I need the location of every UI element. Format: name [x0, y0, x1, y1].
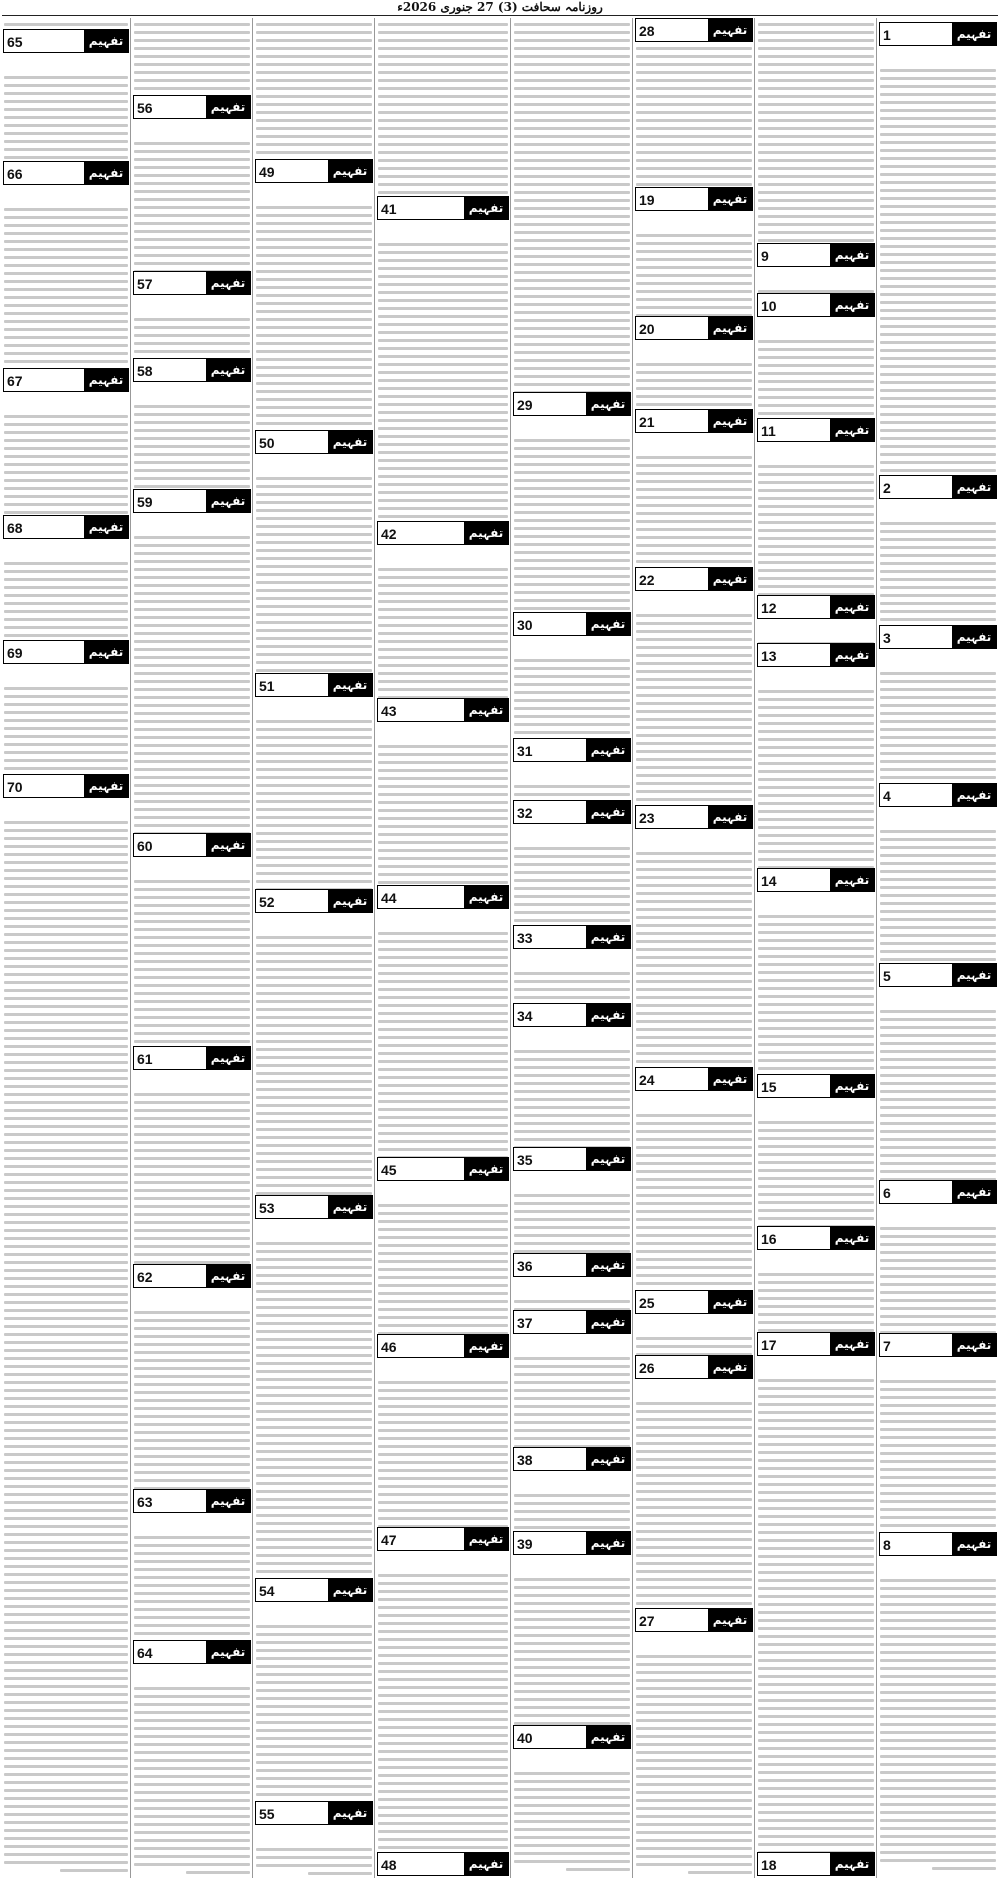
item-number-bar: [635, 187, 753, 211]
item-number-bar: [879, 963, 997, 987]
article-text: [256, 1237, 372, 1594]
item-number: 23: [639, 810, 655, 826]
item-number-bar: [757, 1852, 875, 1876]
article-text: [378, 18, 508, 212]
item-number: 52: [259, 894, 275, 910]
item-label: تفہیم: [708, 1356, 752, 1378]
item-number: 26: [639, 1360, 655, 1376]
item-number-bar: [133, 271, 251, 295]
item-label: تفہیم: [84, 641, 128, 663]
article-text: [636, 1650, 752, 1876]
article-text: [378, 927, 508, 1173]
article-text: [758, 910, 874, 1090]
item-number-bar: [3, 774, 129, 798]
item-number-bar: [513, 738, 631, 762]
item-number: 69: [7, 645, 23, 661]
item-label: تفہیم: [952, 23, 996, 45]
item-number-bar: [513, 1447, 631, 1471]
item-number-bar: [757, 1226, 875, 1250]
item-number: 18: [761, 1857, 777, 1873]
item-label: تفہیم: [952, 626, 996, 648]
item-number-bar: [377, 885, 509, 909]
column-divider: [130, 18, 131, 1878]
item-label: تفہیم: [464, 197, 508, 219]
item-label: تفہیم: [830, 1853, 874, 1875]
item-number-bar: [757, 595, 875, 619]
column-divider: [876, 18, 877, 1878]
article-text: [4, 410, 128, 531]
item-number: 6: [883, 1185, 891, 1201]
item-label: تفہیم: [708, 188, 752, 210]
item-number-bar: [3, 161, 129, 185]
item-label: تفہیم: [586, 1532, 630, 1554]
item-label: تفہیم: [206, 1641, 250, 1663]
item-number: 70: [7, 779, 23, 795]
item-number: 50: [259, 435, 275, 451]
item-label: تفہیم: [328, 1196, 372, 1218]
article-text: [134, 137, 250, 287]
newspaper-header: روزنامہ سحافت (3) 27 جنوری 2026ء: [397, 0, 603, 14]
item-number-bar: [377, 521, 509, 545]
article-text: [134, 531, 250, 849]
article-text: [378, 740, 508, 901]
item-label: تفہیم: [708, 1291, 752, 1313]
item-number-bar: [635, 567, 753, 591]
article-text: [636, 18, 752, 203]
item-number: 10: [761, 298, 777, 314]
item-label: تفہیم: [206, 490, 250, 512]
item-number: 43: [381, 703, 397, 719]
article-text: [4, 816, 128, 1876]
article-text: [134, 1531, 250, 1656]
article-text: [636, 1109, 752, 1306]
item-number-bar: [377, 1527, 509, 1551]
news-column: [756, 18, 876, 1878]
item-label: تفہیم: [952, 1334, 996, 1356]
item-label: تفہیم: [952, 1181, 996, 1203]
item-label: تفہیم: [586, 1726, 630, 1748]
item-number: 67: [7, 373, 23, 389]
item-number: 38: [517, 1452, 533, 1468]
item-number-bar: [255, 1801, 373, 1825]
article-text: [256, 472, 372, 689]
item-number-bar: [635, 18, 753, 42]
item-label: تفہیم: [586, 613, 630, 635]
item-label: تفہیم: [708, 19, 752, 41]
item-label: تفہیم: [464, 522, 508, 544]
item-label: تفہیم: [586, 801, 630, 823]
item-number: 19: [639, 192, 655, 208]
item-label: تفہیم: [84, 775, 128, 797]
item-label: تفہیم: [206, 272, 250, 294]
item-number: 59: [137, 494, 153, 510]
article-text: [636, 847, 752, 1083]
item-number-bar: [879, 625, 997, 649]
item-number-bar: [757, 1332, 875, 1356]
item-number-bar: [757, 868, 875, 892]
item-number-bar: [133, 489, 251, 513]
item-label: تفہیم: [84, 162, 128, 184]
item-number: 45: [381, 1162, 397, 1178]
item-number: 62: [137, 1269, 153, 1285]
article-text: [880, 667, 996, 799]
item-number: 4: [883, 788, 891, 804]
item-number: 37: [517, 1315, 533, 1331]
article-text: [880, 517, 996, 641]
item-label: تفہیم: [952, 964, 996, 986]
item-number-bar: [757, 243, 875, 267]
item-number: 44: [381, 890, 397, 906]
item-label: تفہیم: [586, 393, 630, 415]
item-number-bar: [3, 515, 129, 539]
item-number: 36: [517, 1258, 533, 1274]
item-number-bar: [3, 29, 129, 53]
item-label: تفہیم: [586, 1448, 630, 1470]
item-label: تفہیم: [708, 1068, 752, 1090]
item-label: تفہیم: [830, 1333, 874, 1355]
item-label: تفہیم: [830, 419, 874, 441]
item-number: 54: [259, 1583, 275, 1599]
news-column: [376, 18, 510, 1878]
item-label: تفہیم: [206, 359, 250, 381]
item-number: 64: [137, 1645, 153, 1661]
item-label: تفہیم: [586, 1148, 630, 1170]
column-divider: [374, 18, 375, 1878]
item-label: تفہیم: [464, 1335, 508, 1357]
item-number: 55: [259, 1806, 275, 1822]
item-label: تفہیم: [328, 674, 372, 696]
item-number-bar: [635, 1290, 753, 1314]
news-column: [512, 18, 632, 1878]
header-rule: [2, 15, 998, 16]
item-number-bar: [3, 640, 129, 664]
item-label: تفہیم: [586, 926, 630, 948]
item-label: تفہیم: [708, 410, 752, 432]
item-number-bar: [133, 833, 251, 857]
article-text: [514, 1045, 630, 1163]
item-number: 27: [639, 1613, 655, 1629]
article-text: [758, 18, 874, 259]
article-text: [256, 931, 372, 1211]
article-text: [134, 1088, 250, 1280]
item-label: تفہیم: [206, 1047, 250, 1069]
item-label: تفہیم: [464, 1853, 508, 1875]
item-number-bar: [635, 316, 753, 340]
item-number-bar: [255, 430, 373, 454]
item-label: تفہیم: [586, 739, 630, 761]
item-label: تفہیم: [84, 516, 128, 538]
item-label: تفہیم: [952, 784, 996, 806]
item-number-bar: [513, 1253, 631, 1277]
item-number-bar: [879, 22, 997, 46]
item-number-bar: [255, 159, 373, 183]
item-number: 13: [761, 648, 777, 664]
item-number: 7: [883, 1338, 891, 1354]
item-number: 31: [517, 743, 533, 759]
item-number: 14: [761, 873, 777, 889]
item-number: 11: [761, 423, 776, 439]
item-number: 20: [639, 321, 655, 337]
news-column: [634, 18, 754, 1878]
item-label: تفہیم: [586, 1004, 630, 1026]
article-text: [134, 875, 250, 1062]
article-text: [378, 238, 508, 537]
item-label: تفہیم: [586, 1311, 630, 1333]
item-number: 47: [381, 1532, 397, 1548]
item-number: 57: [137, 276, 153, 292]
news-column: [2, 18, 130, 1878]
item-number-bar: [635, 409, 753, 433]
article-text: [4, 203, 128, 384]
news-column: [132, 18, 252, 1878]
article-text: [256, 201, 372, 446]
article-text: [378, 1569, 508, 1868]
item-number: 17: [761, 1337, 777, 1353]
item-number: 33: [517, 930, 533, 946]
item-number: 42: [381, 526, 397, 542]
article-text: [758, 1116, 874, 1242]
item-label: تفہیم: [328, 1802, 372, 1824]
article-text: [378, 1199, 508, 1350]
column-divider: [252, 18, 253, 1878]
item-number: 5: [883, 968, 891, 984]
item-number-bar: [255, 1195, 373, 1219]
item-number: 39: [517, 1536, 533, 1552]
article-text: [880, 825, 996, 979]
article-text: [758, 685, 874, 884]
item-number: 8: [883, 1537, 891, 1553]
item-label: تفہیم: [206, 96, 250, 118]
item-number-bar: [635, 1608, 753, 1632]
item-label: تفہیم: [206, 1490, 250, 1512]
item-number-bar: [635, 805, 753, 829]
item-number-bar: [757, 643, 875, 667]
item-number: 63: [137, 1494, 153, 1510]
item-number-bar: [513, 612, 631, 636]
item-number-bar: [255, 889, 373, 913]
item-label: تفہیم: [464, 1158, 508, 1180]
item-number-bar: [3, 368, 129, 392]
item-number: 34: [517, 1008, 533, 1024]
article-text: [256, 715, 372, 905]
item-label: تفہیم: [830, 1075, 874, 1097]
item-number-bar: [133, 95, 251, 119]
item-label: تفہیم: [952, 476, 996, 498]
item-number: 12: [761, 600, 777, 616]
item-number-bar: [757, 418, 875, 442]
item-label: تفہیم: [708, 317, 752, 339]
news-column: [254, 18, 374, 1878]
item-number: 3: [883, 630, 891, 646]
item-number-bar: [757, 1074, 875, 1098]
item-number-bar: [133, 1264, 251, 1288]
column-divider: [632, 18, 633, 1878]
item-label: تفہیم: [708, 568, 752, 590]
article-text: [134, 1306, 250, 1505]
item-number-bar: [879, 1333, 997, 1357]
item-label: تفہیم: [830, 294, 874, 316]
item-number: 58: [137, 363, 153, 379]
item-label: تفہیم: [328, 431, 372, 453]
item-label: تفہیم: [206, 1265, 250, 1287]
item-label: تفہیم: [952, 1533, 996, 1555]
item-number: 30: [517, 617, 533, 633]
item-number-bar: [635, 1067, 753, 1091]
item-number: 25: [639, 1295, 655, 1311]
item-number: 60: [137, 838, 153, 854]
item-number-bar: [377, 1334, 509, 1358]
item-number-bar: [879, 1180, 997, 1204]
item-number-bar: [879, 1532, 997, 1556]
item-label: تفہیم: [830, 869, 874, 891]
item-number: 49: [259, 164, 275, 180]
item-label: تفہیم: [830, 596, 874, 618]
article-text: [514, 434, 630, 628]
item-number-bar: [377, 1852, 509, 1876]
item-number: 22: [639, 572, 655, 588]
item-number: 32: [517, 805, 533, 821]
item-label: تفہیم: [84, 369, 128, 391]
item-number-bar: [133, 358, 251, 382]
item-label: تفہیم: [464, 1528, 508, 1550]
item-number-bar: [635, 1355, 753, 1379]
item-number: 51: [259, 678, 275, 694]
article-text: [880, 1222, 996, 1349]
article-text: [636, 451, 752, 583]
item-number: 48: [381, 1857, 397, 1873]
item-number-bar: [513, 392, 631, 416]
item-number-bar: [879, 783, 997, 807]
article-text: [880, 1005, 996, 1196]
item-number-bar: [513, 1725, 631, 1749]
item-number-bar: [879, 475, 997, 499]
item-number-bar: [133, 1046, 251, 1070]
item-label: تفہیم: [206, 834, 250, 856]
item-number-bar: [513, 1531, 631, 1555]
item-label: تفہیم: [464, 699, 508, 721]
item-number: 61: [137, 1051, 153, 1067]
item-number: 53: [259, 1200, 275, 1216]
item-number: 21: [639, 414, 655, 430]
item-number-bar: [513, 800, 631, 824]
item-number: 66: [7, 166, 23, 182]
item-label: تفہیم: [830, 244, 874, 266]
item-number: 2: [883, 480, 891, 496]
item-number-bar: [513, 925, 631, 949]
item-number: 1: [883, 27, 891, 43]
item-label: تفہیم: [708, 806, 752, 828]
item-number: 15: [761, 1079, 777, 1095]
news-column: [878, 18, 998, 1878]
article-text: [880, 1574, 996, 1876]
item-number: 41: [381, 201, 397, 217]
item-number-bar: [757, 293, 875, 317]
item-number-bar: [377, 196, 509, 220]
item-label: تفہیم: [464, 886, 508, 908]
article-text: [378, 563, 508, 714]
article-text: [880, 64, 996, 491]
item-number: 29: [517, 397, 533, 413]
article-text: [378, 1376, 508, 1543]
item-number: 35: [517, 1152, 533, 1168]
item-label: تفہیم: [328, 1579, 372, 1601]
item-label: تفہیم: [830, 644, 874, 666]
item-label: تفہیم: [830, 1227, 874, 1249]
article-text: [256, 1843, 372, 1876]
item-number-bar: [133, 1640, 251, 1664]
article-text: [514, 1767, 630, 1876]
article-text: [134, 1682, 250, 1876]
article-text: [256, 18, 372, 175]
item-number: 16: [761, 1231, 777, 1247]
item-number: 9: [761, 248, 769, 264]
article-text: [514, 1573, 630, 1741]
item-number-bar: [513, 1310, 631, 1334]
item-number-bar: [133, 1489, 251, 1513]
item-number-bar: [513, 1003, 631, 1027]
item-number: 46: [381, 1339, 397, 1355]
item-number: 65: [7, 34, 23, 50]
article-text: [880, 1375, 996, 1548]
item-number-bar: [255, 673, 373, 697]
item-number-bar: [513, 1147, 631, 1171]
item-label: تفہیم: [328, 160, 372, 182]
article-text: [636, 1397, 752, 1624]
column-divider: [510, 18, 511, 1878]
column-divider: [754, 18, 755, 1878]
article-text: [514, 18, 630, 408]
item-number-bar: [255, 1578, 373, 1602]
item-label: تفہیم: [708, 1609, 752, 1631]
article-text: [256, 1620, 372, 1817]
item-number: 24: [639, 1072, 655, 1088]
article-text: [636, 609, 752, 821]
item-label: تفہیم: [328, 890, 372, 912]
item-number-bar: [377, 698, 509, 722]
item-label: تفہیم: [84, 30, 128, 52]
article-text: [758, 1374, 874, 1868]
item-number: 28: [639, 23, 655, 39]
article-text: [758, 460, 874, 611]
item-number: 40: [517, 1730, 533, 1746]
item-label: تفہیم: [586, 1254, 630, 1276]
item-number-bar: [377, 1157, 509, 1181]
item-number: 56: [137, 100, 153, 116]
item-number: 68: [7, 520, 23, 536]
